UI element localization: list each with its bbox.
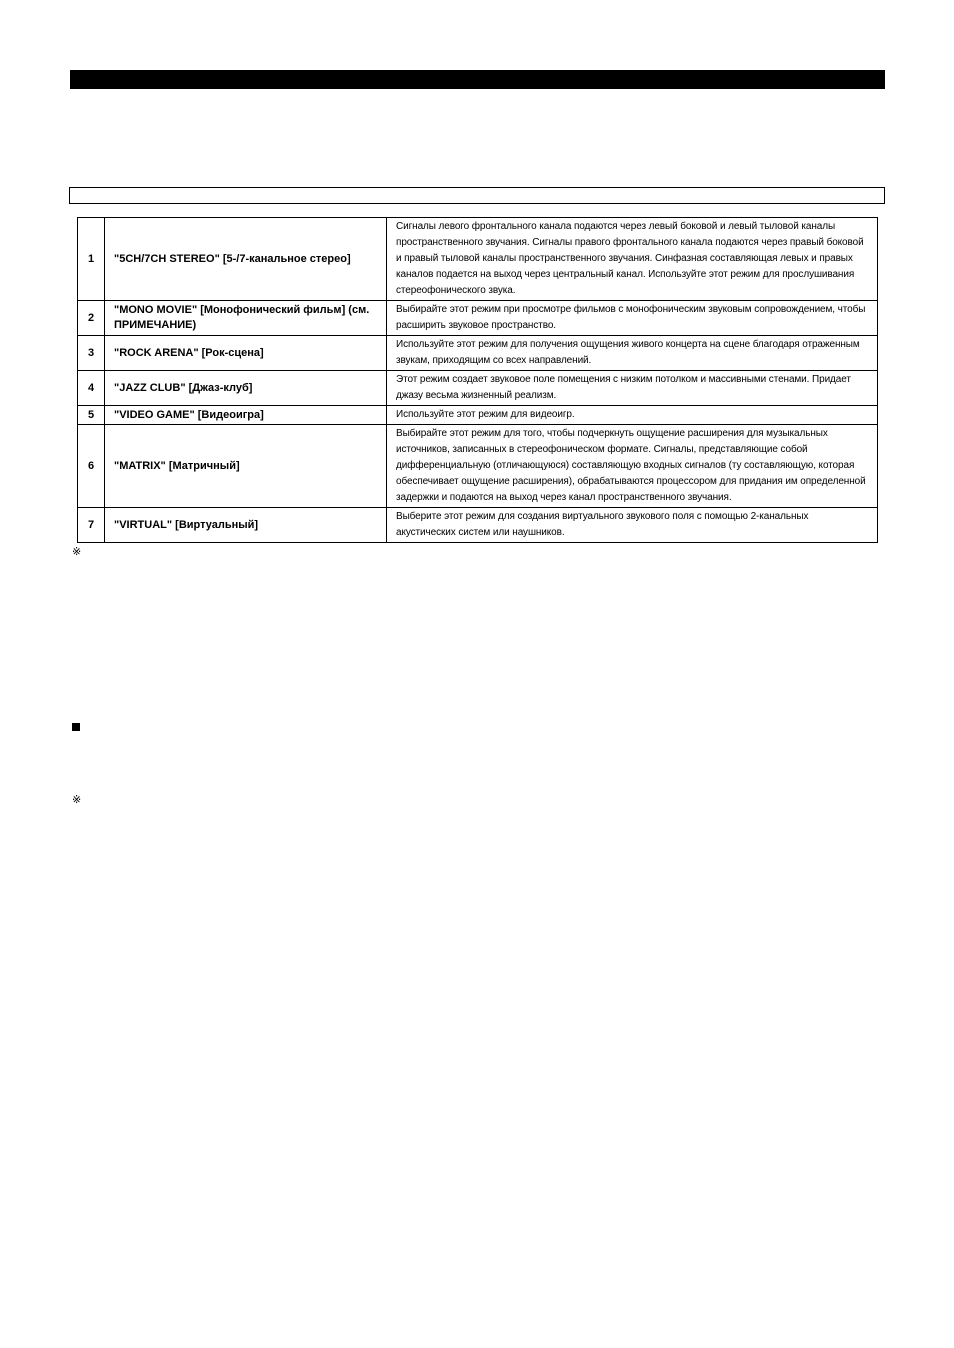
mode-name: "MATRIX" [Матричный] <box>105 425 387 508</box>
table-row <box>78 371 878 406</box>
row-number: 4 <box>78 371 105 406</box>
caption-box <box>69 187 885 204</box>
mode-description: Этот режим создает звуковое поле помещения с низким потолком и массивными стенами. Придает джазу весьма жизненный реализм. <box>387 371 878 406</box>
row-number: 6 <box>78 425 105 508</box>
note-reference-mark: ※ <box>72 794 82 806</box>
table-row <box>78 425 878 508</box>
mode-name: "ROCK ARENA" [Рок-сцена] <box>105 336 387 371</box>
table-row <box>78 508 878 543</box>
mode-name: "5CH/7CH STEREO" [5-/7-канальное стерео] <box>105 218 387 301</box>
section-header-bar <box>70 70 885 89</box>
mode-description: Выбирайте этот режим для того, чтобы подчеркнуть ощущение расширения для музыкальных источников, записанных в стереофоническом формате. Сигналы, представляющие собой дифференциальную (отличающуюся) составляющую входных сигналов (ту составляющую, которая обеспечивает ощущение расширения), обрабатываются процессором для придания им определенной задержки и подаются на выход через канал пространственного звучания. <box>387 425 878 508</box>
mode-description: Сигналы левого фронтального канала подаются через левый боковой и левый тыловой каналы пространственного звучания. Сигналы правого фронтального канала подаются через правый боковой и правый тыловой каналы пространственного звучания. Синфазная составляющая левых и правых каналов подается на выход через центральный канал. Используйте этот режим для прослушивания стереофонического звука. <box>387 218 878 301</box>
table-row <box>78 301 878 336</box>
table-row <box>78 406 878 425</box>
note-reference-mark: ※ <box>72 546 82 558</box>
table-row <box>78 336 878 371</box>
mode-name: "JAZZ CLUB" [Джаз-клуб] <box>105 371 387 406</box>
row-number: 5 <box>78 406 105 425</box>
mode-description: Выбирайте этот режим при просмотре фильмов с монофоническим звуковым сопровождением, чтобы расширить звуковое пространство. <box>387 301 878 336</box>
row-number: 1 <box>78 218 105 301</box>
surround-modes-table <box>77 217 878 543</box>
mode-description: Выберите этот режим для создания виртуального звукового поля с помощью 2-канальных акустических систем или наушников. <box>387 508 878 543</box>
row-number: 7 <box>78 508 105 543</box>
table-row <box>78 218 878 301</box>
row-number: 2 <box>78 301 105 336</box>
row-number: 3 <box>78 336 105 371</box>
section-bullet-square <box>72 723 80 731</box>
mode-description: Используйте этот режим для получения ощущения живого концерта на сцене благодаря отраженным звукам, приходящим со всех направлений. <box>387 336 878 371</box>
mode-name: "VIRTUAL" [Виртуальный] <box>105 508 387 543</box>
mode-name: "VIDEO GAME" [Видеоигра] <box>105 406 387 425</box>
mode-name: "MONO MOVIE" [Монофонический фильм] (см. ПРИМЕЧАНИЕ) <box>105 301 387 336</box>
mode-description: Используйте этот режим для видеоигр. <box>387 406 878 425</box>
